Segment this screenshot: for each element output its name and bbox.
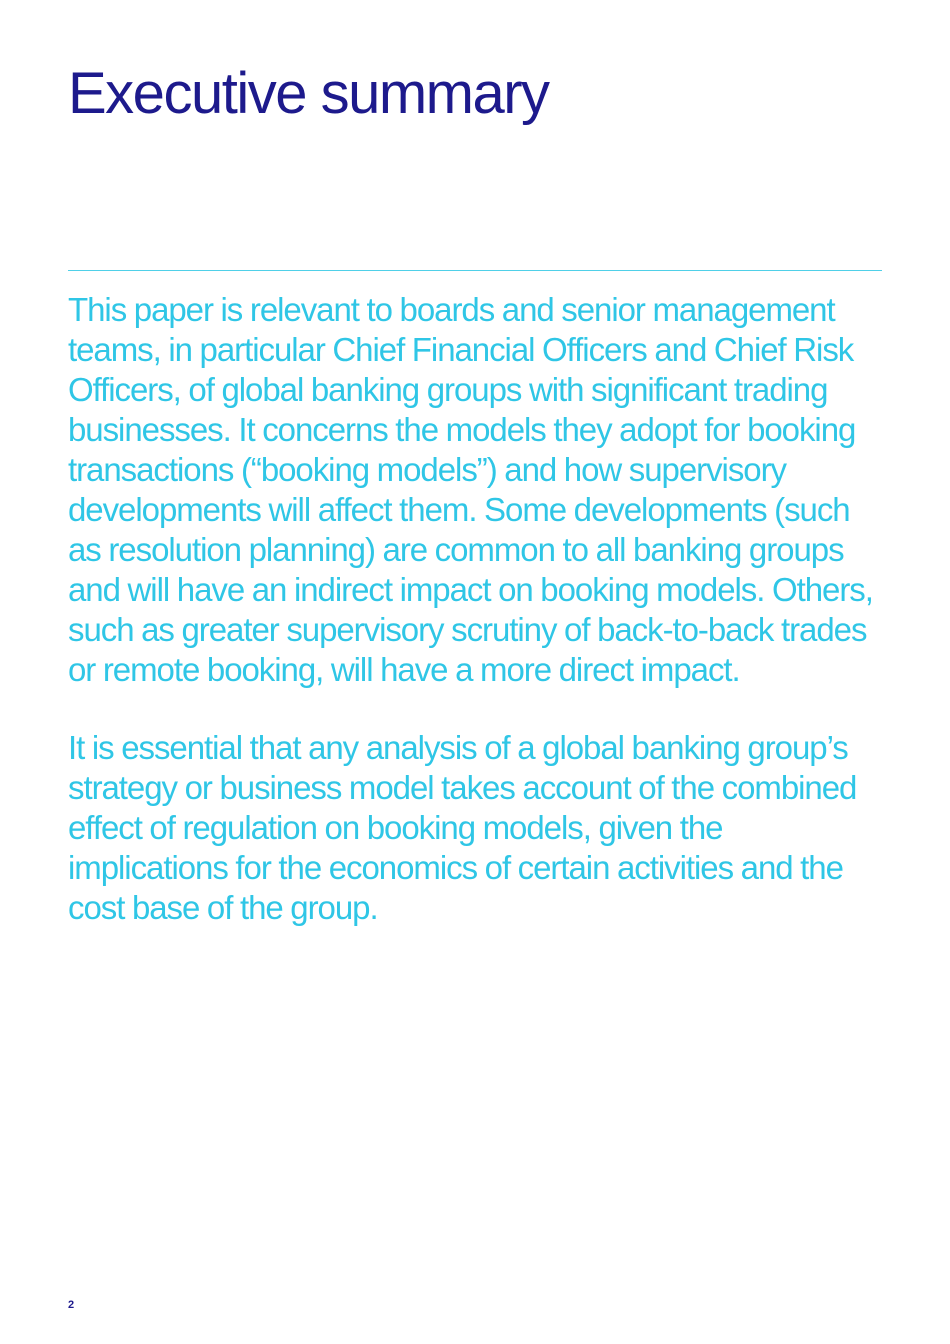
summary-paragraph-2: It is essential that any analysis of a global banking group’s strategy or business model takes account of the combined effect of regulation on booking models, given the implications for the economics of certain activities and the cost base of the group.: [68, 729, 857, 926]
summary-body: [68, 290, 888, 966]
page-title: Executive summary: [68, 61, 549, 126]
title-divider: [68, 270, 882, 271]
page-number: 2: [68, 1299, 75, 1311]
summary-paragraph-1: This paper is relevant to boards and senior management teams, in particular Chief Financial Officers and Chief Risk Officers, of global banking groups with significant trading businesses. It concerns the models they adopt for booking transactions (“booking models”) and how supervisory developments will affect them. Some developments (such as resolution planning) are common to all banking groups and will have an indirect impact on booking models. Others, such as greater supervisory scrutiny of back-to-back trades or remote booking, will have a more direct impact.: [68, 291, 873, 688]
